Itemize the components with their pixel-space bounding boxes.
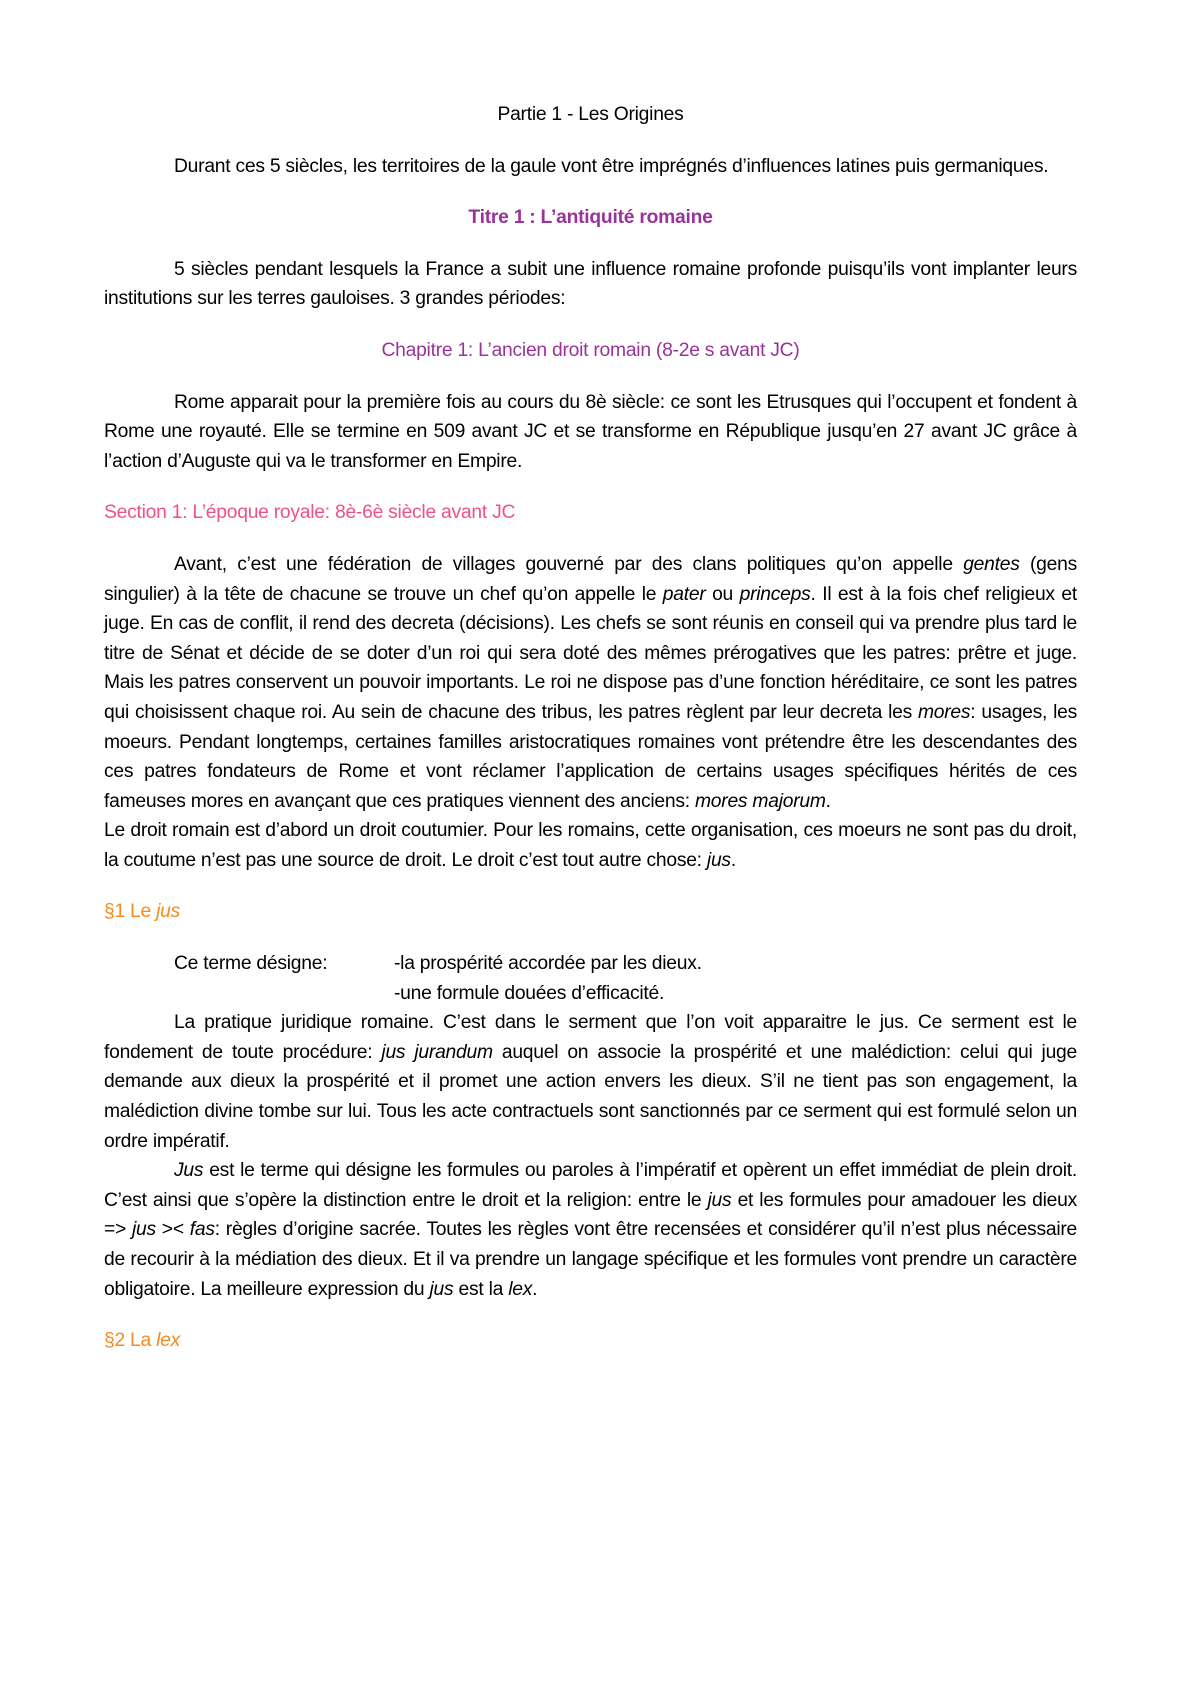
term-lex: lex: [508, 1278, 533, 1300]
term-jus: jus: [707, 1189, 732, 1211]
term-fas: fas: [189, 1219, 215, 1241]
term-gentes: gentes: [963, 553, 1020, 575]
titre-1-paragraph: 5 siècles pendant lesquels la France a subit une influence romaine profonde puisqu’ils vont implanter leurs institutions sur les terres gauloises. 3 grandes périodes:: [104, 258, 1077, 310]
partie-title: Partie 1 - Les Origines: [497, 104, 684, 125]
term-jus: jus: [131, 1219, 156, 1241]
definition-item: -une formule douées d’efficacité.: [394, 982, 665, 1004]
paragraph-1-text-2: Jus est le terme qui désigne les formules ou paroles à l’impératif et opèrent un effet immédiat de plein droit. C’est ainsi que s’opère la distinction entre le droit et la religion: entre le jus et les formules pour amadouer les dieux => jus >< fas: règles d’origine sacrée. Toutes les règles vont être recensées et considérer qu’il n’est plus nécessaire de recourir à la médiation des dieux. Et il va prendre un langage spécifique et les formules vont prendre un caractère obligatoire. La meilleure expression du jus est la lex.: [104, 1160, 1077, 1300]
definition-block: [104, 949, 1077, 1008]
definition-label: Ce terme désigne:: [174, 953, 328, 975]
section-1-paragraph-2: Le droit romain est d’abord un droit coutumier. Pour les romains, cette organisation, ces moeurs ne sont pas du droit, la coutume n’est pas une source de droit. Le droit c’est tout autre chose: jus.: [104, 820, 1077, 871]
definition-items: [394, 949, 1077, 1008]
heading-term-jus: jus: [156, 901, 181, 923]
paragraph-2-heading: §2 La lex: [104, 1330, 181, 1352]
intro-paragraph: Durant ces 5 siècles, les territoires de la gaule vont être imprégnés d’influences latines puis germaniques.: [174, 155, 1049, 177]
term-jus: Jus: [174, 1160, 204, 1182]
term-pater: pater: [662, 583, 706, 605]
definition-item: -la prospérité accordée par les dieux.: [394, 953, 702, 975]
section-1-paragraph-1: Avant, c’est une fédération de villages gouverné par des clans politiques qu’on appelle gentes (gens singulier) à la tête de chacune se trouve un chef qu’on appelle le pater ou princeps. Il est à la fois chef religieux et juge. En cas de conflit, il rend des decreta (décisions). Les chefs se sont réunis en conseil qui va prendre plus tard le titre de Sénat et décide de se doter d’un roi qui sera doté des mêmes prérogatives que les patres: prêtre et juge. Mais les patres conservent un pouvoir importants. Le roi ne dispose pas d’une fonction héréditaire, ce sont les patres qui choisissent chaque roi. Au sein de chacune des tribus, les patres règlent par leur decreta les mores: usages, les moeurs. Pendant longtemps, certaines familles aristocratiques romaines vont prétendre être les descendantes des ces patres fondateurs de Rome et vont réclamer l’application de certains usages spécifiques hérités de ces fameuses mores en avançant que ces pratiques viennent des anciens: mores majorum.: [104, 553, 1078, 812]
term-princeps: princeps: [739, 583, 811, 605]
paragraph-1-heading: §1 Le jus: [104, 901, 181, 923]
chapitre-1-paragraph: Rome apparait pour la première fois au cours du 8è siècle: ce sont les Etrusques qui l’occupent et fondent à Rome une royauté. Elle se termine en 509 avant JC et se transforme en République jusqu’en 27 avant JC grâce à l’action d’Auguste qui va le transformer en Empire.: [104, 391, 1077, 472]
term-jus: jus: [429, 1278, 454, 1300]
term-mores: mores: [917, 701, 971, 723]
term-jus: jus: [706, 849, 731, 871]
heading-term-lex: lex: [156, 1330, 181, 1352]
term-mores-majorum: mores majorum: [694, 790, 826, 812]
chapitre-1-heading: Chapitre 1: L’ancien droit romain (8-2e s avant JC): [381, 339, 800, 361]
term-jus-jurandum: jus jurandum: [381, 1041, 493, 1063]
titre-1-heading: Titre 1 : L’antiquité romaine: [468, 207, 713, 229]
section-1-heading: Section 1: L’époque royale: 8è-6è siècle avant JC: [104, 502, 516, 524]
paragraph-1-text-1: La pratique juridique romaine. C’est dans le serment que l’on voit apparaitre le jus. Ce serment est le fondement de toute procédure: jus jurandum auquel on associe la prospérité et une malédiction: celui qui juge demande aux dieux la prospérité et il promet une action envers les dieux. S’il ne tient pas son engagement, la malédiction divine tombe sur lui. Tous les acte contractuels sont sanctionnés par ce serment qui est formulé selon un ordre impératif.: [104, 1012, 1078, 1152]
